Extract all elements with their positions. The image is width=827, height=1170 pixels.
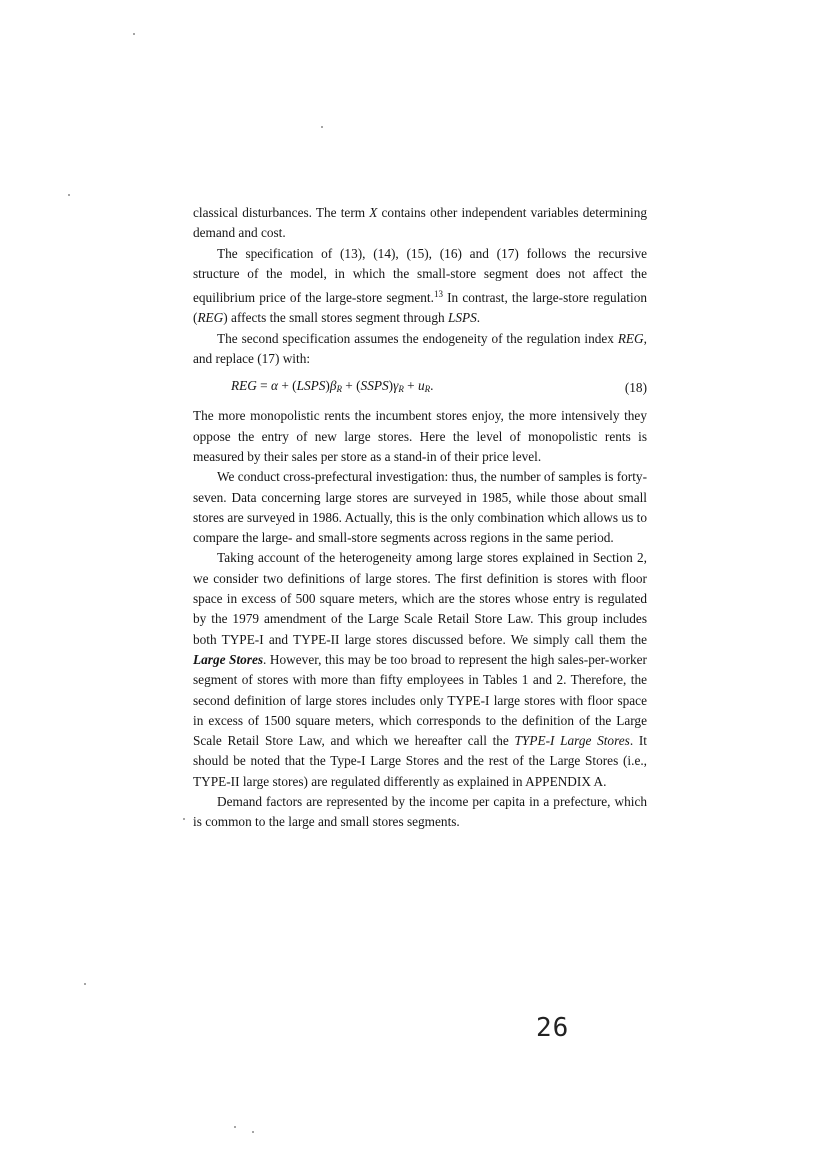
eq-paren: ) [325,378,330,394]
paragraph-5: We conduct cross-prefectural investigation: thus, the number of samples is forty-seven. Data concerning large stores are surveyed in 1985, while those about small stores are surveyed in 1986. Actually, this is the only combination which allows us to compare the large- and small-store segments across regions in the same period. [193,469,647,546]
variable-reg: REG [617,330,644,346]
eq-u: u [417,378,425,394]
paragraph-7: Demand factors are represented by the income per capita in a prefecture, which is common to the large and small stores segments. [193,794,647,830]
eq-equals: = [256,378,272,394]
equation-18 [193,369,647,406]
text-run: classical disturbances. The term [193,205,370,220]
text-run: contains other independent variables determining demand and cost. [193,205,647,241]
term-large-stores: Large Stores [193,651,264,667]
footnote-marker: 13 [433,289,443,300]
text-run: The specification of (13), (14), (15), (16) and (17) follows the recursive structure of the model, in which the small-store segment does not affect the equilibrium price of the large-store segment. [193,245,647,306]
scan-speck [321,126,323,128]
eq-subscript: R [336,384,342,395]
text-run: . [476,310,481,326]
scan-speck [68,194,70,196]
eq-lsps: LSPS [296,378,326,394]
eq-subscript: R [424,384,431,395]
text-run: . However, this may be too broad to represent the high sales-per-worker segment of stores with more than fifty employees in Tables 1 and 2. Therefore, the second definition of large stores includes only TYPE-I large stores with floor space in excess of 1500 square meters, which corresponds to the definition of the Large Scale Retail Store Law, and which we hereafter call the [193,651,647,749]
eq-ssps: SSPS [360,378,389,394]
paragraph-6 [193,548,647,792]
text-run: In contrast, the large-store regulation ( [193,290,647,326]
variable-lsps: LSPS [447,310,477,326]
scan-speck [133,33,135,35]
paragraph-3 [193,329,647,370]
eq-paren: ) [388,378,394,394]
body-text [193,203,647,833]
text-run: ) affects the small stores segment through [223,310,448,326]
equation-body [231,376,433,399]
text-run: . It should be noted that the Type-I Large Stores and the rest of the Large Stores (i.e., TYPE-II large stores) are regulated differently as explained in APPENDIX A. [193,733,647,789]
eq-plus: + ( [278,378,297,394]
text-run: , and replace (17) with: [193,330,647,367]
scan-speck [84,983,86,985]
text-run: The second specification assumes the endogeneity of the regulation index [217,330,618,346]
page-number: 26 [536,1013,570,1043]
eq-lhs: REG [231,378,257,394]
eq-gamma: γ [393,378,399,394]
eq-beta: β [329,378,337,394]
variable-x: X [369,205,378,220]
eq-alpha: α [271,378,278,394]
eq-period: . [430,378,434,394]
scan-speck [183,818,185,820]
equation-number: (18) [624,379,647,395]
paragraph-2 [193,244,647,329]
scan-speck [234,1126,236,1128]
scan-speck [252,1131,254,1133]
paragraph-1 [193,203,647,244]
eq-plus: + ( [341,378,361,394]
paragraph-4: The more monopolistic rents the incumbent stores enjoy, the more intensively they oppose the entry of new large stores. Here the level of monopolistic rents is measured by their sales per store as a stand-in of their price level. [193,408,647,464]
term-type1-large-stores: TYPE-I Large Stores [514,733,630,749]
variable-reg: REG [197,310,224,326]
eq-subscript: R [398,384,404,395]
text-run: Taking account of the heterogeneity among large stores explained in Section 2, we consider two definitions of large stores. The first definition is stores with floor space in excess of 500 square meters, which are the stores whose entry is regulated by the 1979 amendment of the Large Scale Retail Store Law. This group includes both TYPE-I and TYPE-II large stores discussed before. We simply call them the [193,550,647,647]
eq-plus: + [403,378,418,394]
